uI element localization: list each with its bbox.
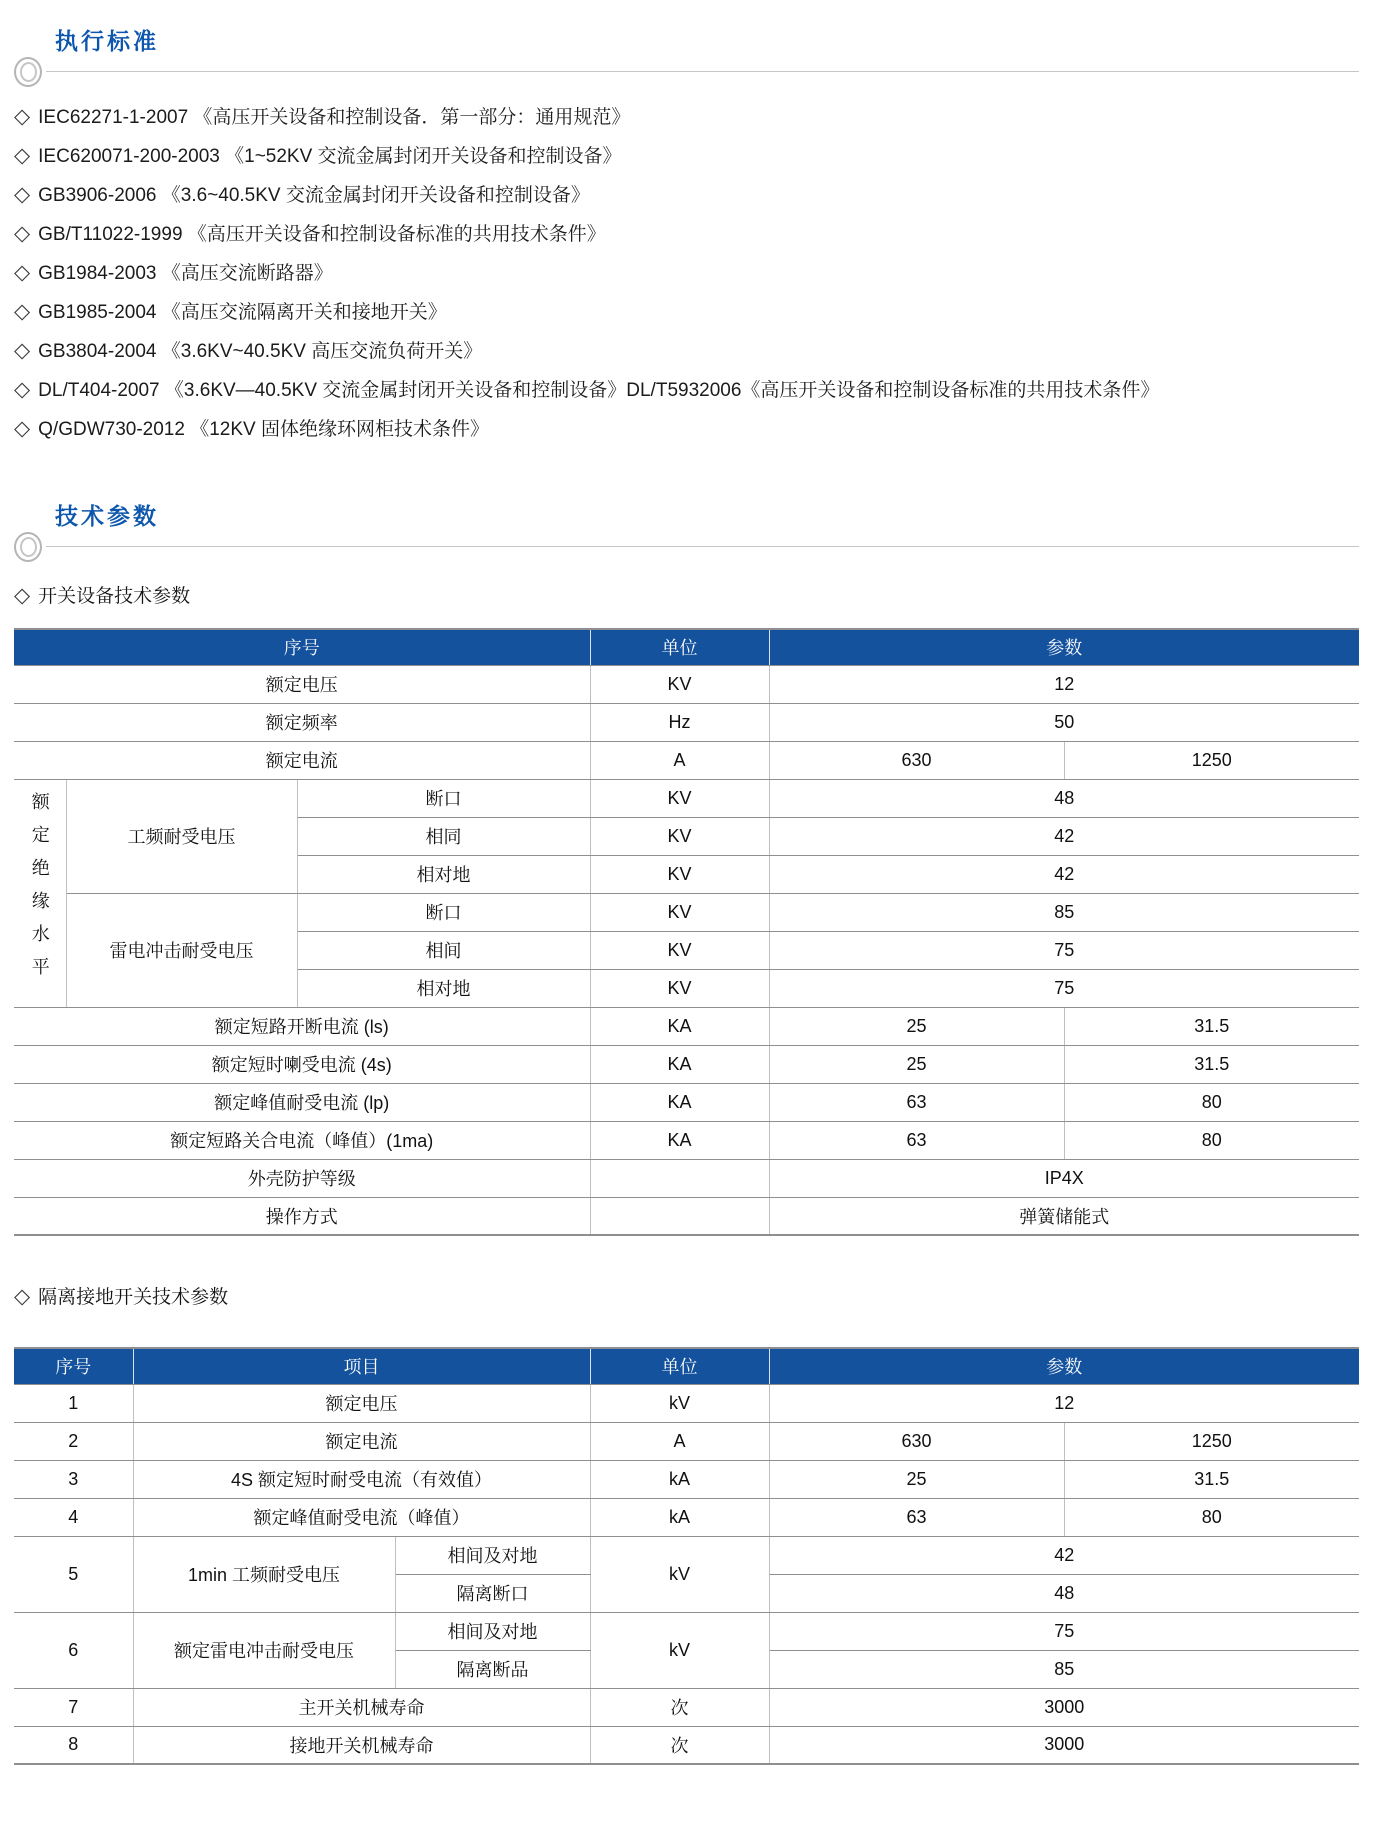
switchgear-params-subtitle [14, 583, 1373, 610]
standard-text: GB1985-2004 《高压交流隔离开关和接地开关》 [38, 302, 447, 323]
standards-section-title: 执行标准 [55, 28, 159, 54]
diamond-bullet-icon: ◇ [14, 584, 31, 607]
rated-frequency-label: 额定频率 [14, 703, 590, 741]
diamond-bullet-icon: ◇ [14, 144, 31, 167]
value-cell: 25 [769, 1460, 1064, 1498]
header-cell-unit: 单位 [590, 1348, 769, 1384]
table-row [14, 1498, 1359, 1536]
isolation-params-subtitle [14, 1284, 1373, 1311]
value-cell: 12 [769, 665, 1359, 703]
diamond-bullet-icon: ◇ [14, 300, 31, 323]
standard-text: GB3906-2006 《3.6~40.5KV 交流金属封闭开关设备和控制设备》 [38, 185, 590, 206]
header-cell-item: 项目 [133, 1348, 590, 1384]
row-number: 4 [14, 1498, 133, 1536]
value-cell: 630 [769, 741, 1064, 779]
table-row [14, 1612, 1359, 1650]
sub-item-cell: 相对地 [297, 969, 590, 1007]
list-item [14, 410, 1373, 449]
value-cell: 80 [1064, 1498, 1359, 1536]
section-ring-inner-icon [20, 62, 37, 82]
sub-item-cell: 隔离断品 [395, 1650, 590, 1688]
unit-cell: 次 [590, 1726, 769, 1764]
isolation-switch-params-table [14, 1347, 1359, 1765]
unit-cell [590, 1159, 769, 1197]
standard-text: IEC62271-1-2007 《高压开关设备和控制设备．第一部分：通用规范》 [38, 107, 631, 128]
list-item [14, 332, 1373, 371]
row-number: 7 [14, 1688, 133, 1726]
sub-item-cell: 相对地 [297, 855, 590, 893]
standard-text: GB1984-2003 《高压交流断路器》 [38, 263, 333, 284]
sub-item-cell: 相间及对地 [395, 1536, 590, 1574]
sub-item-cell: 相间 [297, 931, 590, 969]
table-row [14, 1422, 1359, 1460]
value-cell: 1250 [1064, 1422, 1359, 1460]
table-row [14, 1536, 1359, 1574]
diamond-bullet-icon: ◇ [14, 222, 31, 245]
table-header-row [14, 629, 1359, 665]
unit-cell: KA [590, 1083, 769, 1121]
sub-item-cell: 相同 [297, 817, 590, 855]
unit-cell: A [590, 1422, 769, 1460]
diamond-bullet-icon: ◇ [14, 378, 31, 401]
lightning-impulse-withstand-label: 雷电冲击耐受电压 [66, 893, 297, 1007]
diamond-bullet-icon: ◇ [14, 339, 31, 362]
standards-section [0, 26, 1373, 449]
value-cell: 25 [769, 1007, 1064, 1045]
row-number: 3 [14, 1460, 133, 1498]
section-ring-icon [14, 532, 42, 562]
unit-cell: KV [590, 665, 769, 703]
header-cell-no: 序号 [14, 1348, 133, 1384]
value-cell: 31.5 [1064, 1045, 1359, 1083]
list-item [14, 293, 1373, 332]
unit-cell: KV [590, 969, 769, 1007]
value-cell: 31.5 [1064, 1007, 1359, 1045]
diamond-bullet-icon: ◇ [14, 261, 31, 284]
value-cell: 42 [769, 817, 1359, 855]
switchgear-params-table [14, 628, 1359, 1236]
value-cell: 75 [769, 931, 1359, 969]
sub-item-cell: 相间及对地 [395, 1612, 590, 1650]
value-cell: 63 [769, 1121, 1064, 1159]
sub-item-cell: 断口 [297, 779, 590, 817]
item-cell: 额定电流 [133, 1422, 590, 1460]
header-cell-no: 序号 [14, 629, 590, 665]
standards-list [14, 98, 1373, 449]
table-row [14, 1197, 1359, 1235]
item-cell: 额定峰值耐受电流（峰值） [133, 1498, 590, 1536]
unit-cell: A [590, 741, 769, 779]
value-cell: 42 [769, 1536, 1359, 1574]
row-number: 2 [14, 1422, 133, 1460]
table-row [14, 1121, 1359, 1159]
ip-rating-label: 外壳防护等级 [14, 1159, 590, 1197]
value-cell: 80 [1064, 1121, 1359, 1159]
unit-cell: KV [590, 893, 769, 931]
standard-text: GB/T11022-1999 《高压开关设备和控制设备标准的共用技术条件》 [38, 224, 606, 245]
standard-text: DL/T404-2007 《3.6KV—40.5KV 交流金属封闭开关设备和控制设备》DL/T5932006《高压开关设备和控制设备标准的共用技术条件》 [38, 380, 1160, 401]
unit-cell: kV [590, 1384, 769, 1422]
table-row [14, 779, 1359, 817]
short-circuit-breaking-label: 额定短路开断电流 (ls) [14, 1007, 590, 1045]
value-cell: 75 [769, 1612, 1359, 1650]
table-row [14, 741, 1359, 779]
table-header-row [14, 1348, 1359, 1384]
value-cell: 48 [769, 779, 1359, 817]
tech-params-section-header [0, 501, 1373, 565]
table-row [14, 893, 1359, 931]
unit-cell: KV [590, 779, 769, 817]
table-row [14, 1384, 1359, 1422]
table-row [14, 1007, 1359, 1045]
unit-cell: Hz [590, 703, 769, 741]
table-row [14, 1045, 1359, 1083]
diamond-bullet-icon: ◇ [14, 417, 31, 440]
standards-section-header [0, 26, 1373, 90]
table-row [14, 665, 1359, 703]
diamond-bullet-icon: ◇ [14, 1285, 31, 1308]
list-item [14, 254, 1373, 293]
section-rule-line [46, 71, 1359, 72]
value-cell: 3000 [769, 1688, 1359, 1726]
making-current-label: 额定短路关合电流（峰值）(1ma) [14, 1121, 590, 1159]
value-cell: 50 [769, 703, 1359, 741]
list-item [14, 371, 1373, 410]
item-cell: 主开关机械寿命 [133, 1688, 590, 1726]
item-cell: 额定电压 [133, 1384, 590, 1422]
list-item [14, 176, 1373, 215]
value-cell: 42 [769, 855, 1359, 893]
rated-current-label: 额定电流 [14, 741, 590, 779]
list-item [14, 215, 1373, 254]
power-freq-withstand-label: 1min 工频耐受电压 [133, 1536, 395, 1612]
unit-cell: 次 [590, 1688, 769, 1726]
value-cell: 63 [769, 1498, 1064, 1536]
unit-cell: kV [590, 1536, 769, 1612]
standard-text: GB3804-2004 《3.6KV~40.5KV 高压交流负荷开关》 [38, 341, 483, 362]
subtitle-text: 开关设备技术参数 [38, 586, 191, 607]
insulation-level-label: 额定绝缘水平 [14, 779, 66, 1007]
row-number: 5 [14, 1536, 133, 1612]
list-item [14, 137, 1373, 176]
table-row [14, 1460, 1359, 1498]
header-cell-param: 参数 [769, 629, 1359, 665]
section-ring-icon [14, 57, 42, 87]
list-item [14, 98, 1373, 137]
standard-text: Q/GDW730-2012 《12KV 固体绝缘环网柜技术条件》 [38, 419, 489, 440]
value-cell: 85 [769, 893, 1359, 931]
value-cell: 80 [1064, 1083, 1359, 1121]
header-cell-param: 参数 [769, 1348, 1359, 1384]
value-cell: 48 [769, 1574, 1359, 1612]
tech-params-section-title: 技术参数 [55, 503, 159, 529]
item-cell: 4S 额定短时耐受电流（有效值） [133, 1460, 590, 1498]
section-rule [0, 56, 1373, 90]
unit-cell: KA [590, 1045, 769, 1083]
subtitle-text: 隔离接地开关技术参数 [38, 1287, 229, 1308]
sub-item-cell: 隔离断口 [395, 1574, 590, 1612]
row-number: 1 [14, 1384, 133, 1422]
table-row [14, 1159, 1359, 1197]
table-row [14, 1688, 1359, 1726]
diamond-bullet-icon: ◇ [14, 183, 31, 206]
value-cell: 25 [769, 1045, 1064, 1083]
section-ring-inner-icon [20, 537, 37, 557]
value-cell: 3000 [769, 1726, 1359, 1764]
value-cell: 75 [769, 969, 1359, 1007]
value-cell: 630 [769, 1422, 1064, 1460]
value-cell: 63 [769, 1083, 1064, 1121]
unit-cell: kV [590, 1612, 769, 1688]
power-freq-withstand-label: 工频耐受电压 [66, 779, 297, 893]
table-row [14, 1726, 1359, 1764]
item-cell: 接地开关机械寿命 [133, 1726, 590, 1764]
standard-text: IEC620071-200-2003 《1~52KV 交流金属封闭开关设备和控制设备》 [38, 146, 622, 167]
value-cell: IP4X [769, 1159, 1359, 1197]
peak-withstand-label: 额定峰值耐受电流 (lp) [14, 1083, 590, 1121]
table-row [14, 1083, 1359, 1121]
unit-cell [590, 1197, 769, 1235]
table-row [14, 703, 1359, 741]
unit-cell: KV [590, 817, 769, 855]
unit-cell: KA [590, 1121, 769, 1159]
tech-params-section [0, 501, 1373, 1765]
value-cell: 弹簧储能式 [769, 1197, 1359, 1235]
unit-cell: kA [590, 1498, 769, 1536]
row-number: 8 [14, 1726, 133, 1764]
section-rule-line [46, 546, 1359, 547]
section-rule [0, 531, 1373, 565]
unit-cell: kA [590, 1460, 769, 1498]
header-cell-unit: 单位 [590, 629, 769, 665]
diamond-bullet-icon: ◇ [14, 105, 31, 128]
unit-cell: KA [590, 1007, 769, 1045]
value-cell: 85 [769, 1650, 1359, 1688]
unit-cell: KV [590, 855, 769, 893]
sub-item-cell: 断口 [297, 893, 590, 931]
value-cell: 1250 [1064, 741, 1359, 779]
rated-voltage-label: 额定电压 [14, 665, 590, 703]
row-number: 6 [14, 1612, 133, 1688]
value-cell: 31.5 [1064, 1460, 1359, 1498]
value-cell: 12 [769, 1384, 1359, 1422]
operation-mode-label: 操作方式 [14, 1197, 590, 1235]
unit-cell: KV [590, 931, 769, 969]
short-time-withstand-label: 额定短时喇受电流 (4s) [14, 1045, 590, 1083]
lightning-impulse-withstand-label: 额定雷电冲击耐受电压 [133, 1612, 395, 1688]
